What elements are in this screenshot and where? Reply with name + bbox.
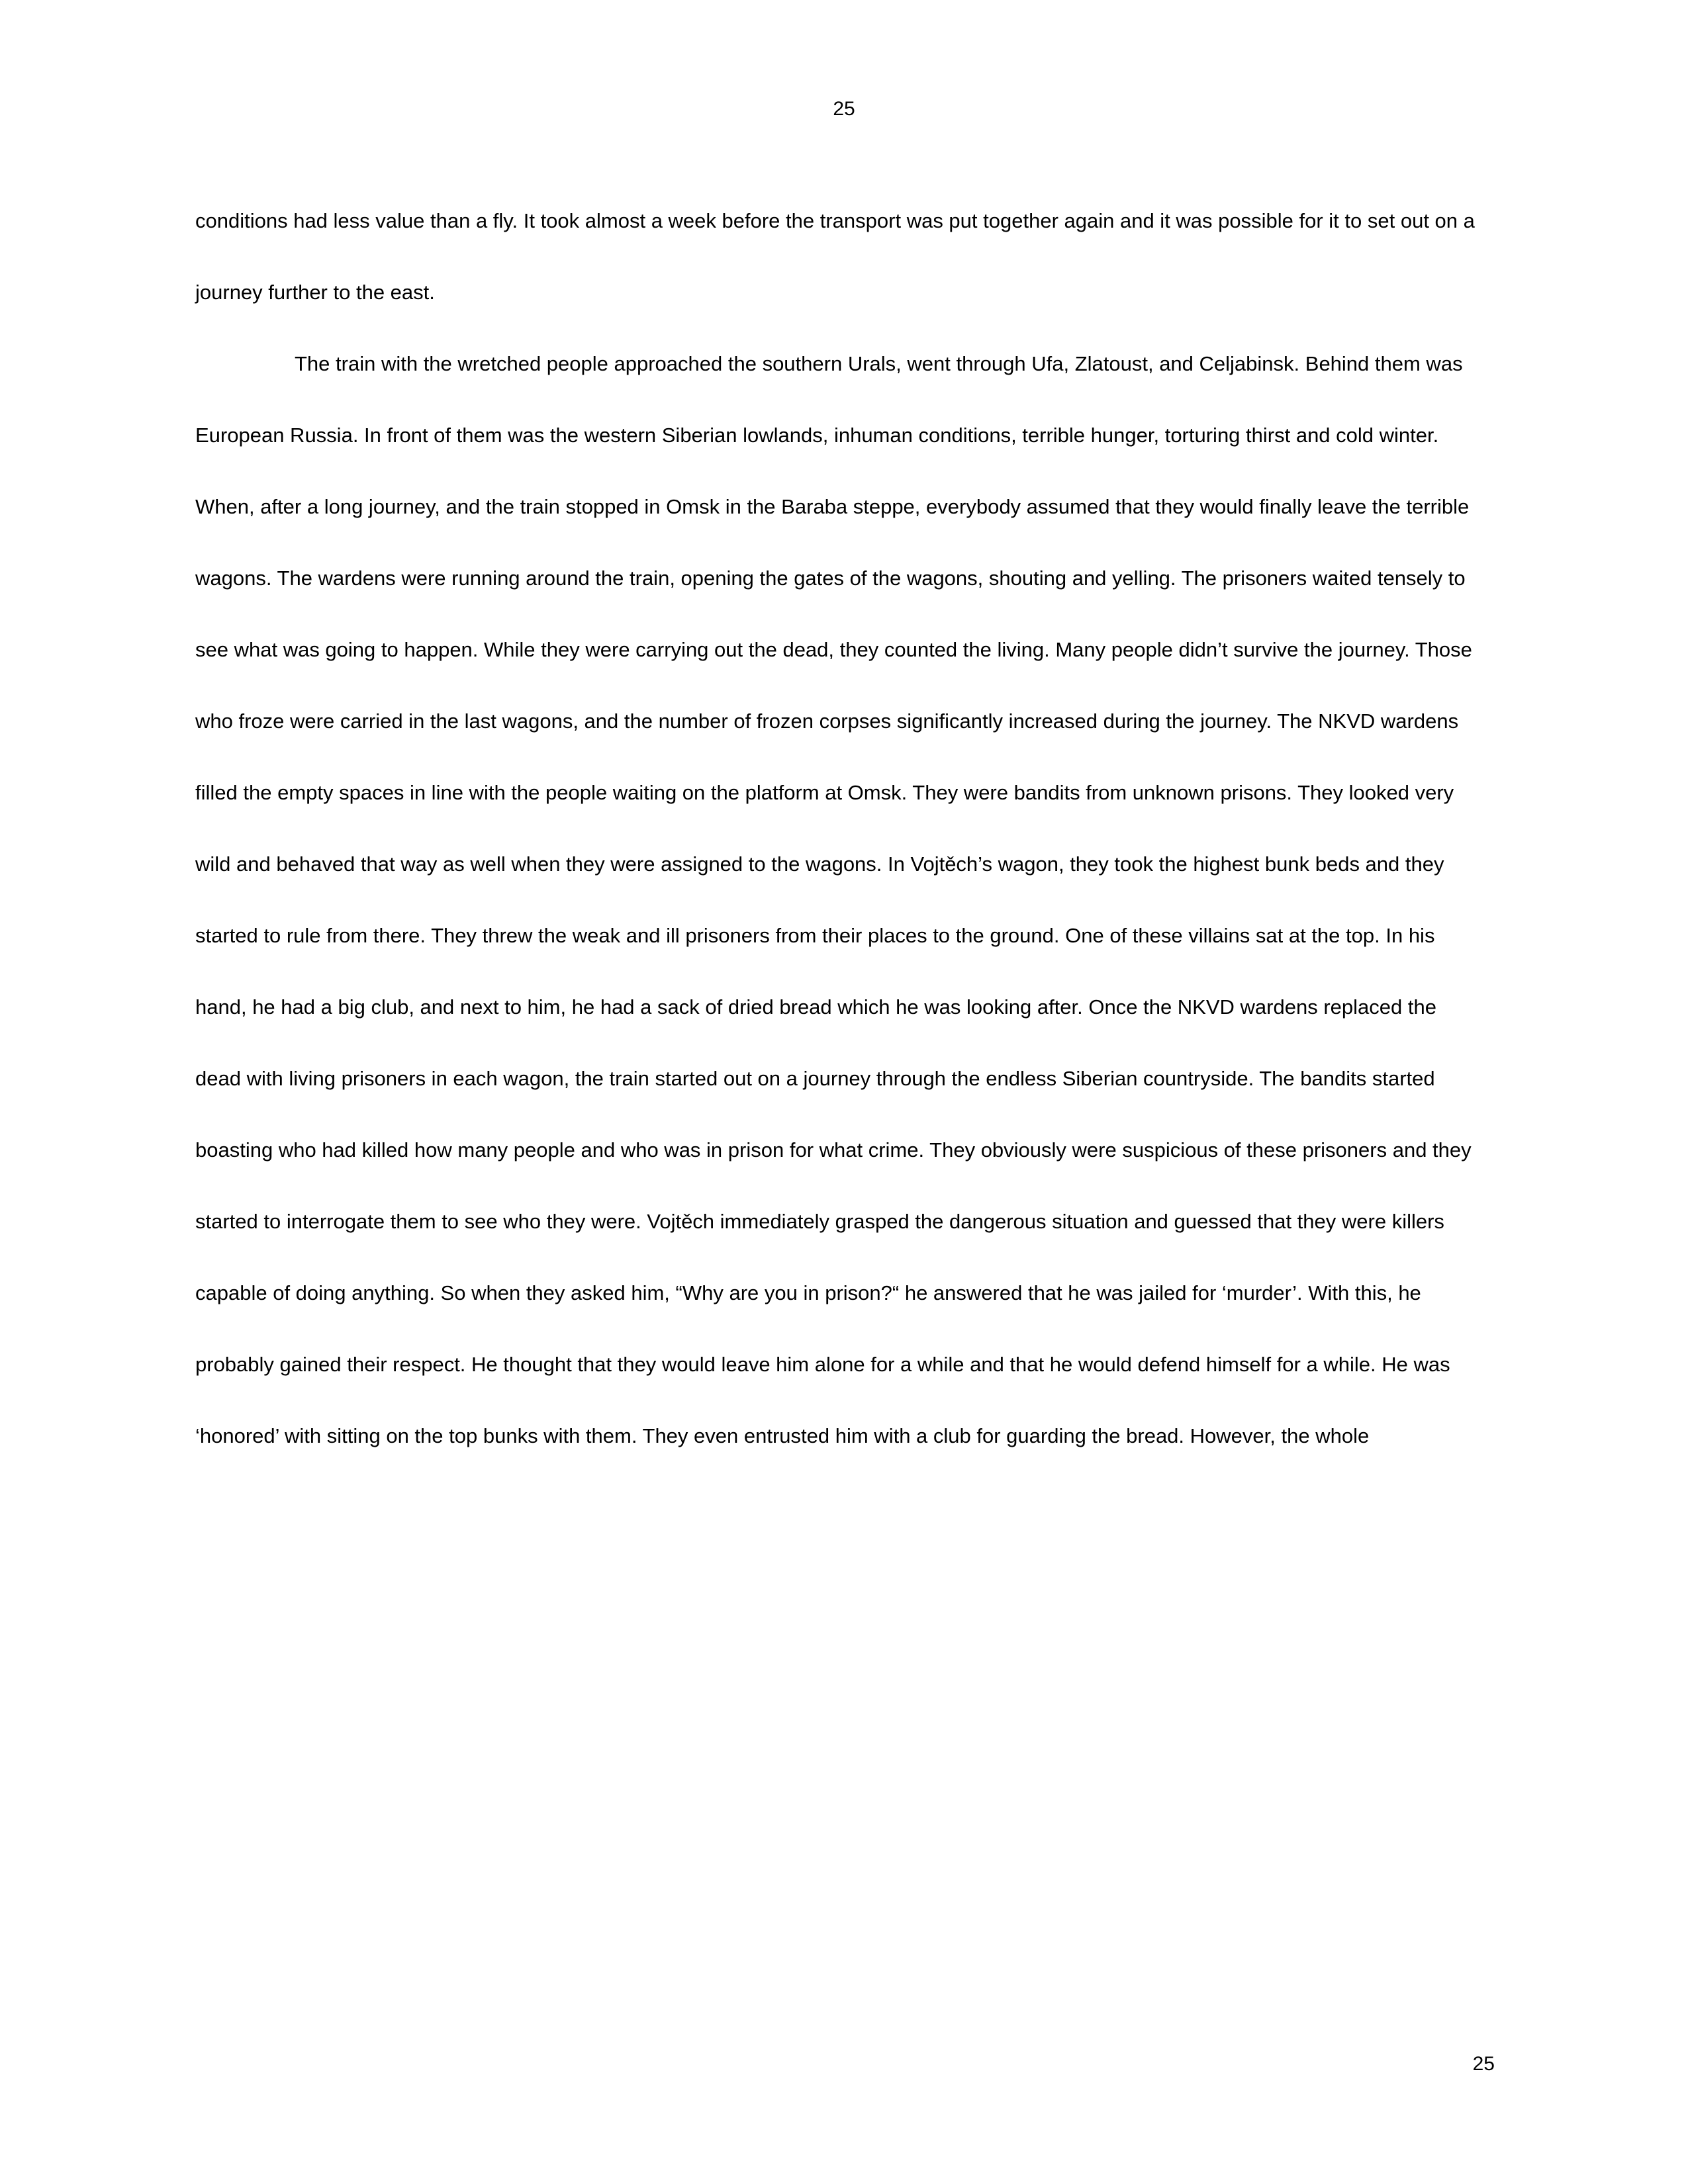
- body-paragraph: The train with the wretched people approached the southern Urals, went through Ufa, Zlatoust, and Celjabinsk. Behind them was European Russia. In front of them was the western Siberian lowlands, inhuman conditions, terrible hunger, torturing thirst and cold winter. When, after a long journey, and the train stopped in Omsk in the Baraba steppe, everybody assumed that they would finally leave the terrible wagons. The wardens were running around the train, opening the gates of the wagons, shouting and yelling. The prisoners waited tensely to see what was going to happen. While they were carrying out the dead, they counted the living. Many people didn’t survive the journey. Those who froze were carried in the last wagons, and the number of frozen corpses significantly increased during the journey. The NKVD wardens filled the empty spaces in line with the people waiting on the platform at Omsk. They were bandits from unknown prisons. They looked very wild and behaved that way as well when they were assigned to the wagons. In Vojtěch’s wagon, they took the highest bunk beds and they started to rule from there. They threw the weak and ill prisoners from their places to the ground. One of these villains sat at the top. In his hand, he had a big club, and next to him, he had a sack of dried bread which he was looking after. Once the NKVD wardens replaced the dead with living prisoners in each wagon, the train started out on a journey through the endless Siberian countryside. The bandits started boasting who had killed how many people and who was in prison for what crime. They obviously were suspicious of these prisoners and they started to interrogate them to see who they were. Vojtěch immediately grasped the dangerous situation and guessed that they were killers capable of doing anything. So when they asked him, “Why are you in prison?“ he answered that he was jailed for ‘murder’. With this, he probably gained their respect. He thought that they would leave him alone for a while and that he would defend himself for a while. He was ‘honored’ with sitting on the top bunks with them. They even entrusted him with a club for guarding the bread. However, the whole: [195, 352, 1472, 1447]
- page-number-footer: 25: [1472, 2053, 1495, 2075]
- body-paragraph: conditions had less value than a fly. It took almost a week before the transport was put together again and it was possible for it to set out on a journey further to the east.: [195, 209, 1475, 304]
- document-body: [195, 185, 1476, 1472]
- page-number-header: 25: [833, 98, 855, 120]
